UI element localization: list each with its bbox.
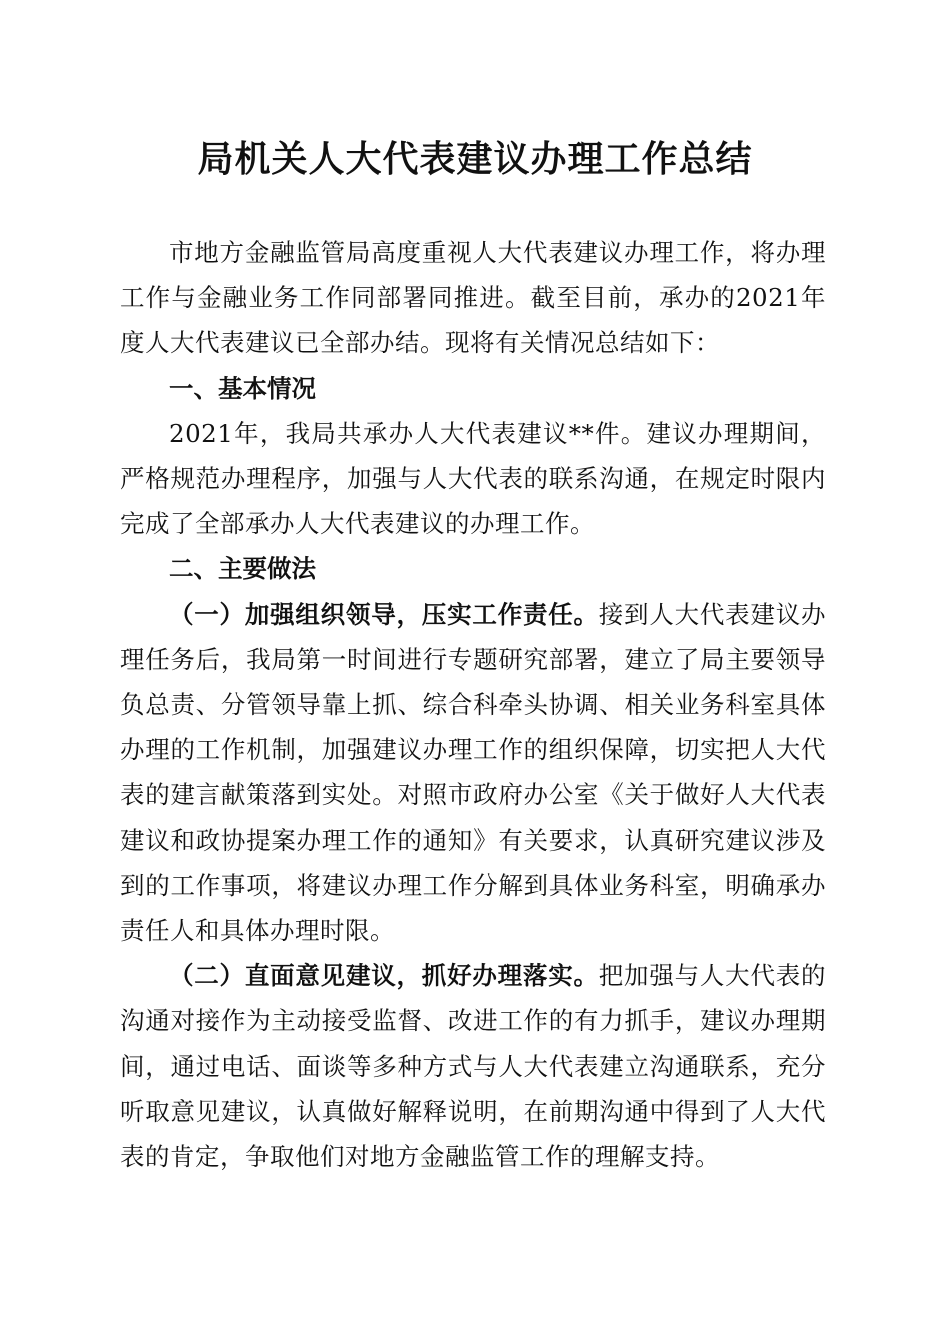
practice-item-1	[120, 592, 826, 954]
practice-item-1-text: 接到人大代表建议办理任务后，我局第一时间进行专题研究部署，建立了局主要领导负总责、分管领导靠上抓、综合科牵头协调、相关业务科室具体办理的工作机制，加强建议办理工作的组织保障，切实把人大代表的建言献策落到实处。对照市政府办公室《关于做好人大代表建议和政协提案办理工作的通知》有关要求，认真研究建议涉及到的工作事项，将建议办理工作分解到具体业务科室，明确承办责任人和具体办理时限。	[120, 599, 827, 946]
intro-paragraph: 市地方金融监管局高度重视人大代表建议办理工作，将办理工作与金融业务工作同部署同推进。截至目前，承办的2021年度人大代表建议已全部办结。现将有关情况总结如下：	[120, 238, 826, 358]
practice-item-2-lead: （二）直面意见建议，抓好办理落实。	[169, 961, 599, 991]
section-heading-basic-situation: 一、基本情况	[169, 373, 316, 403]
section-heading-main-practices: 二、主要做法	[169, 554, 316, 584]
practice-item-2	[120, 953, 826, 1179]
practice-item-2-text: 把加强与人大代表的沟通对接作为主动接受监督、改进工作的有力抓手，建议办理期间，通过电话、面谈等多种方式与人大代表建立沟通联系，充分听取意见建议，认真做好解释说明，在前期沟通中得到了人大代表的肯定，争取他们对地方金融监管工作的理解支持。	[120, 961, 827, 1172]
practice-item-1-lead: （一）加强组织领导，压实工作责任。	[169, 599, 599, 629]
document-body	[120, 230, 826, 1179]
basic-situation-paragraph: 2021年，我局共承办人大代表建议**件。建议办理期间，严格规范办理程序，加强与人大代表的联系沟通，在规定时限内完成了全部承办人大代表建议的办理工作。	[120, 418, 826, 539]
document-title: 局机关人大代表建议办理工作总结	[197, 138, 753, 180]
